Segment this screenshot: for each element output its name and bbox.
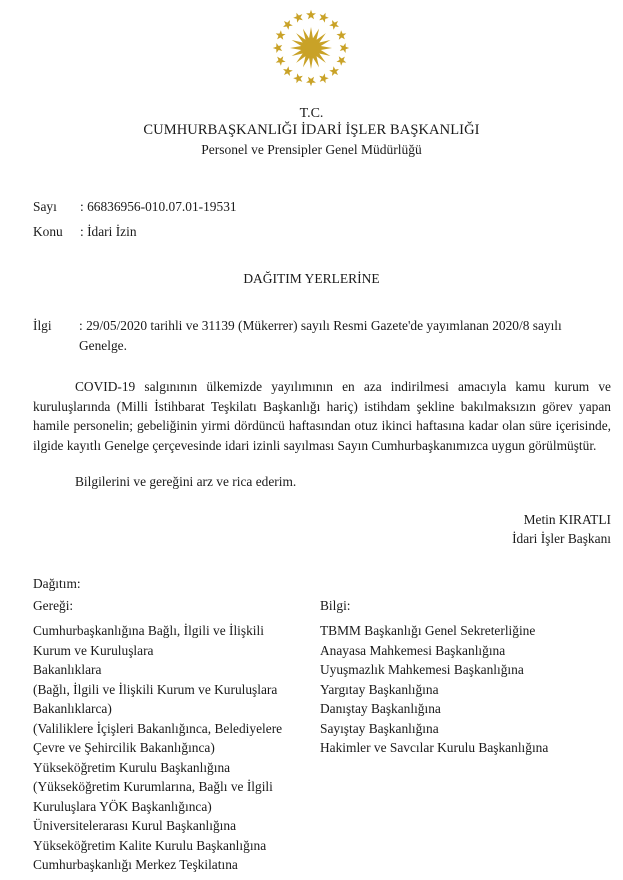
emblem-star-icon <box>283 20 293 30</box>
list-item: Danıştay Başkanlığına <box>320 701 441 716</box>
konu-label: Konu <box>33 224 63 239</box>
list-item: Yükseköğretim Kurulu Başkanlığına <box>33 759 231 775</box>
action-heading: Gereği: <box>33 598 74 613</box>
reference-label: İlgi <box>33 318 52 333</box>
emblem-star-icon <box>306 10 316 19</box>
list-item: Cumhurbaşkanlığı Merkez Teşkilatına <box>33 857 238 872</box>
signatory-name: Metin KIRATLI <box>523 512 611 527</box>
body-paragraph: COVID-19 salgınının ülkemizde yayılımının en aza indirilmesi amacıyla kamu kurum ve kuruluşlarında (Milli İstihbarat Teşkilatı Başkanlığı hariç) istihdam şekline bakılmaksızın görev yapan hamile personelin; gebeliğinin yirmi dördüncü haftasından otuz ikinci haftasına kadar olan süre içerisinde, ilgide kayıtlı Genelge çerçevesinde idari izinli sayılması Sayın Cumhurbaşkanımızca uygun görülmüştür. <box>33 379 611 453</box>
signatory-title: İdari İşler Başkanı <box>512 531 611 546</box>
list-item: Sayıştay Başkanlığına <box>320 720 439 736</box>
header-institution: CUMHURBAŞKANLIĞI İDARİ İŞLER BAŞKANLIĞI <box>143 122 480 138</box>
list-item: Bakanlıklarca) <box>33 701 112 716</box>
reference-text: : 29/05/2020 tarihli ve 31139 (Mükerrer) sayılı Resmi Gazete'de yayımlanan 2020/8 sayılı Genelge. <box>79 318 562 353</box>
list-item: Kuruluşlara YÖK Başkanlığınca) <box>33 798 212 814</box>
emblem-star-icon <box>336 30 346 40</box>
presidential-emblem-icon <box>271 8 351 88</box>
list-item: (Bağlı, İlgili ve İlişkili Kurum ve Kuruluşlara <box>33 681 278 697</box>
emblem-star-icon <box>319 13 329 23</box>
list-item: Hakimler ve Savcılar Kurulu Başkanlığına <box>320 740 549 755</box>
emblem-star-icon <box>283 66 293 76</box>
list-item: TBMM Başkanlığı Genel Sekreterliğine <box>320 623 536 638</box>
list-item: (Yükseköğretim Kurumlarına, Bağlı ve İlgili <box>33 779 273 794</box>
closing-sentence: Bilgilerini ve gereğini arz ve rica ederim. <box>75 474 297 489</box>
emblem-star-icon <box>273 43 282 53</box>
emblem-star-icon <box>319 73 329 83</box>
action-recipients <box>33 621 318 875</box>
distribution-title: DAĞITIM YERLERİNE <box>243 271 380 286</box>
list-item: Yargıtay Başkanlığına <box>320 681 439 697</box>
list-item: Çevre ve Şehircilik Bakanlığınca) <box>33 740 215 755</box>
distribution-heading: Dağıtım: <box>33 576 81 591</box>
body-paragraph-block <box>33 377 611 455</box>
list-item: Bakanlıklara <box>33 662 102 677</box>
emblem-star-icon <box>329 66 339 76</box>
emblem-star-icon <box>336 56 346 66</box>
emblem-star-icon <box>276 56 286 66</box>
konu-value: : İdari İzin <box>80 224 137 239</box>
list-item: (Valiliklere İçişleri Bakanlığınca, Belediyelere <box>33 720 283 736</box>
sayi-value: : 66836956-010.07.01-19531 <box>80 199 237 214</box>
emblem-star-icon <box>329 20 339 30</box>
emblem-sun-core-icon <box>305 42 317 54</box>
emblem-star-icon <box>293 13 303 23</box>
header-tc: T.C. <box>299 106 324 121</box>
emblem-star-icon <box>293 73 303 83</box>
list-item: Cumhurbaşkanlığına Bağlı, İlgili ve İlişkili <box>33 623 264 638</box>
emblem-star-icon <box>340 43 349 53</box>
list-item: Uyuşmazlık Mahkemesi Başkanlığına <box>320 662 524 677</box>
list-item: Kurum ve Kuruluşlara <box>33 642 154 658</box>
info-heading: Bilgi: <box>320 598 351 613</box>
header-department: Personel ve Prensipler Genel Müdürlüğü <box>201 142 422 157</box>
sayi-label: Sayı <box>33 199 57 214</box>
emblem-star-icon <box>276 30 286 40</box>
list-item: Anayasa Mahkemesi Başkanlığına <box>320 642 506 658</box>
info-recipients <box>320 621 610 758</box>
list-item: Yükseköğretim Kalite Kurulu Başkanlığına <box>33 837 267 853</box>
emblem-star-icon <box>306 77 316 86</box>
list-item: Üniversitelerarası Kurul Başkanlığına <box>33 818 237 833</box>
